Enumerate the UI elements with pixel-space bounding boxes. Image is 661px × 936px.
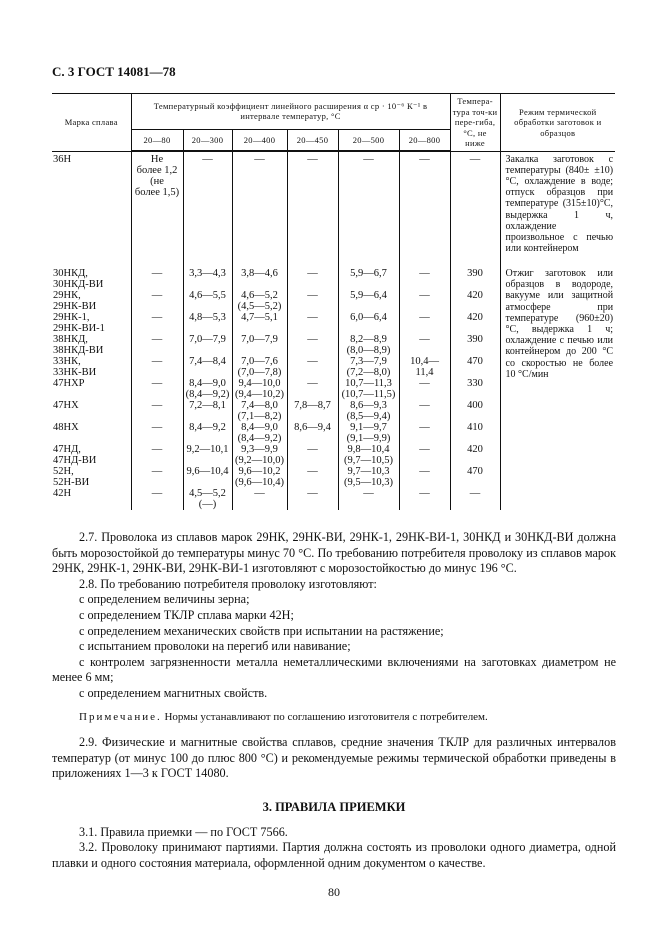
cell-value: — <box>232 151 287 262</box>
cell-bend-temp: 470 <box>450 466 500 488</box>
cell-value: — <box>338 151 399 262</box>
cell-value: — <box>399 422 450 444</box>
cell-value: — <box>232 488 287 510</box>
paragraph-2-7: 2.7. Проволока из сплавов марок 29НК, 29НК-ВИ, 29НК-1, 29НК-ВИ-1, 30НКД и 30НКД-ВИ должна быть морозостойкой до температуры минус 70 °С. По требованию потребителя проволоку из сплавов марок 29НК, 29НК-1, 29НК-ВИ, 29НК-ВИ-1 изготовляют с морозостойкостью до минус 196 °С. <box>52 530 616 576</box>
cell-value: 9,3—9,9 (9,2—10,0) <box>232 444 287 466</box>
cell-value: 7,0—7,9 <box>183 334 232 356</box>
cell-value: — <box>399 262 450 290</box>
paragraph-2-8: 2.8. По требованию потребителя проволоку изготовляют: <box>79 576 377 591</box>
cell-value: — <box>287 151 338 262</box>
cell-value: 9,8—10,4 (9,7—10,5) <box>338 444 399 466</box>
table-body <box>52 151 615 510</box>
cell-value: — <box>399 444 450 466</box>
paragraph-3-2: 3.2. Проволоку принимают партиями. Партия должна состоять из проволоки одного диаметра, одной плавки и одного состояния материала, оформленной одним документом о качестве. <box>52 840 616 870</box>
cell-value: — <box>287 290 338 312</box>
cell-value: 7,8—8,7 <box>287 400 338 422</box>
cell-value: — <box>399 290 450 312</box>
cell-value: Не более 1,2 (не более 1,5) <box>131 151 183 262</box>
header-interval: 20—300 <box>183 129 232 151</box>
header-interval: 20—450 <box>287 129 338 151</box>
cell-value: 3,8—4,6 <box>232 262 287 290</box>
cell-value: 10,4—11,4 <box>399 356 450 378</box>
cell-bend-temp: 420 <box>450 290 500 312</box>
paragraph-2-9: 2.9. Физические и магнитные свойства сплавов, средние значения ТКЛР для различных интервалов температур (от минус 100 до плюс 800 °С) и рекомендуемые режимы термической обработки приведены в приложениях 1—3 к ГОСТ 14080. <box>52 735 616 781</box>
list-item: с определением ТКЛР сплава марки 42Н; <box>79 607 294 622</box>
cell-value: — <box>287 262 338 290</box>
cell-value: — <box>399 488 450 510</box>
cell-regime: Закалка заготовок с температуры (840± ±10) °С, охлаждение в воде; отпуск образцов при температуре (315±10)°С, выдержка 1 ч, охлаждение произвольное с печью или контейнером <box>500 151 615 262</box>
cell-value: — <box>131 488 183 510</box>
cell-value: 4,6—5,5 <box>183 290 232 312</box>
cell-bend-temp: 400 <box>450 400 500 422</box>
list-item: с контролем загрязненности металла неметаллическими включениями на заготовках диаметром не менее 6 мм; <box>52 654 616 685</box>
cell-mark: 42Н <box>52 488 131 510</box>
cell-value: — <box>287 444 338 466</box>
cell-value: 7,2—8,1 <box>183 400 232 422</box>
cell-bend-temp: — <box>450 488 500 510</box>
header-bend-temp: Темпера-тура точ-ки пере-гиба, °С, не ниже <box>450 94 500 152</box>
list-item: с определением величины зерна; <box>79 592 250 607</box>
cell-mark: 47НД, 47НД-ВИ <box>52 444 131 466</box>
cell-value: 9,1—9,7 (9,1—9,9) <box>338 422 399 444</box>
cell-mark: 29НК, 29НК-ВИ <box>52 290 131 312</box>
cell-bend-temp: 420 <box>450 444 500 466</box>
cell-value: 9,2—10,1 <box>183 444 232 466</box>
cell-value: 9,7—10,3 (9,5—10,3) <box>338 466 399 488</box>
cell-mark: 33НК, 33НК-ВИ <box>52 356 131 378</box>
section-heading: 3. ПРАВИЛА ПРИЕМКИ <box>262 799 406 814</box>
list-item: с определением механических свойств при испытании на растяжение; <box>79 623 444 638</box>
list-item: с испытанием проволоки на перегиб или навивание; <box>79 639 351 654</box>
cell-value: 7,0—7,6 (7,0—7,8) <box>232 356 287 378</box>
header-interval: 20—800 <box>399 129 450 151</box>
body-text <box>52 530 616 871</box>
cell-mark: 47НХР <box>52 378 131 400</box>
cell-value: 8,6—9,4 <box>287 422 338 444</box>
page-header: С. 3 ГОСТ 14081—78 <box>52 64 176 79</box>
table-row <box>52 262 615 290</box>
cell-value: 10,7—11,3 (10,7—11,5) <box>338 378 399 400</box>
cell-value: — <box>131 466 183 488</box>
cell-value: 4,5—5,2 (—) <box>183 488 232 510</box>
cell-value: — <box>131 444 183 466</box>
cell-value: 4,6—5,2 (4,5—5,2) <box>232 290 287 312</box>
cell-value: 7,3—7,9 (7,2—8,0) <box>338 356 399 378</box>
cell-value: 8,6—9,3 (8,5—9,4) <box>338 400 399 422</box>
cell-value: 4,7—5,1 <box>232 312 287 334</box>
header-coefficient: Температурный коэффициент линейного расширения α ср · 10⁻⁶ К⁻¹ в интервале температур, °С <box>131 94 450 130</box>
cell-value: — <box>131 334 183 356</box>
cell-value: — <box>287 488 338 510</box>
cell-value: 3,3—4,3 <box>183 262 232 290</box>
cell-value: 5,9—6,7 <box>338 262 399 290</box>
cell-value: 9,6—10,4 <box>183 466 232 488</box>
header-interval: 20—80 <box>131 129 183 151</box>
cell-value: — <box>183 151 232 262</box>
cell-mark: 29НК-1, 29НК-ВИ-1 <box>52 312 131 334</box>
cell-value: — <box>399 151 450 262</box>
cell-value: 7,4—8,4 <box>183 356 232 378</box>
cell-bend-temp: — <box>450 151 500 262</box>
cell-mark: 36Н <box>52 151 131 262</box>
cell-mark: 48НХ <box>52 422 131 444</box>
cell-value: — <box>399 466 450 488</box>
cell-value: 8,2—8,9 (8,0—8,9) <box>338 334 399 356</box>
cell-value: 4,8—5,3 <box>183 312 232 334</box>
cell-bend-temp: 390 <box>450 262 500 290</box>
cell-value: — <box>131 400 183 422</box>
cell-value: — <box>131 290 183 312</box>
cell-value: — <box>287 378 338 400</box>
cell-value: — <box>131 378 183 400</box>
cell-value: — <box>287 466 338 488</box>
cell-value: 7,0—7,9 <box>232 334 287 356</box>
cell-regime: Отжиг заготовок или образцов в водороде, вакууме или защитной атмосфере при температуре (960±20) °С, выдержка 1 ч; охлаждение с печью или контейнером до 200 °С со скоростью не более 10 °С/мин <box>500 262 615 510</box>
page <box>52 0 616 920</box>
header-interval: 20—500 <box>338 129 399 151</box>
cell-value: 9,6—10,2 (9,6—10,4) <box>232 466 287 488</box>
cell-value: — <box>131 356 183 378</box>
page-number: 80 <box>328 885 340 900</box>
cell-mark: 47НХ <box>52 400 131 422</box>
cell-value: 8,4—9,2 <box>183 422 232 444</box>
cell-value: — <box>399 312 450 334</box>
list-item: с определением магнитных свойств. <box>79 685 268 700</box>
header-mark: Марка сплава <box>52 94 131 152</box>
cell-value: 8,4—9,0 (8,4—9,2) <box>183 378 232 400</box>
cell-value: — <box>399 400 450 422</box>
note-label: Примечание. <box>79 710 162 723</box>
cell-value: — <box>399 378 450 400</box>
cell-bend-temp: 410 <box>450 422 500 444</box>
cell-value: 8,4—9,0 (8,4—9,2) <box>232 422 287 444</box>
cell-bend-temp: 330 <box>450 378 500 400</box>
header-interval: 20—400 <box>232 129 287 151</box>
cell-value: — <box>338 488 399 510</box>
cell-mark: 38НКД, 38НКД-ВИ <box>52 334 131 356</box>
header-regime: Режим термической обработки заготовок и образцов <box>500 94 615 152</box>
cell-value: — <box>399 334 450 356</box>
cell-mark: 30НКД, 30НКД-ВИ <box>52 262 131 290</box>
table-row <box>52 151 615 262</box>
paragraph-3-1: 3.1. Правила приемки — по ГОСТ 7566. <box>79 824 288 839</box>
cell-value: — <box>287 334 338 356</box>
cell-value: — <box>131 312 183 334</box>
cell-bend-temp: 420 <box>450 312 500 334</box>
cell-bend-temp: 390 <box>450 334 500 356</box>
cell-bend-temp: 470 <box>450 356 500 378</box>
cell-value: — <box>131 262 183 290</box>
cell-value: 5,9—6,4 <box>338 290 399 312</box>
cell-value: — <box>287 356 338 378</box>
cell-value: 7,4—8,0 (7,1—8,2) <box>232 400 287 422</box>
note-text: Нормы устанавливают по соглашению изготовителя с потребителем. <box>164 710 488 723</box>
cell-value: 6,0—6,4 <box>338 312 399 334</box>
cell-value: — <box>131 422 183 444</box>
cell-value: 9,4—10,0 (9,4—10,2) <box>232 378 287 400</box>
cell-value: — <box>287 312 338 334</box>
alloy-properties-table <box>52 93 615 510</box>
note <box>52 710 616 726</box>
cell-mark: 52Н, 52Н-ВИ <box>52 466 131 488</box>
